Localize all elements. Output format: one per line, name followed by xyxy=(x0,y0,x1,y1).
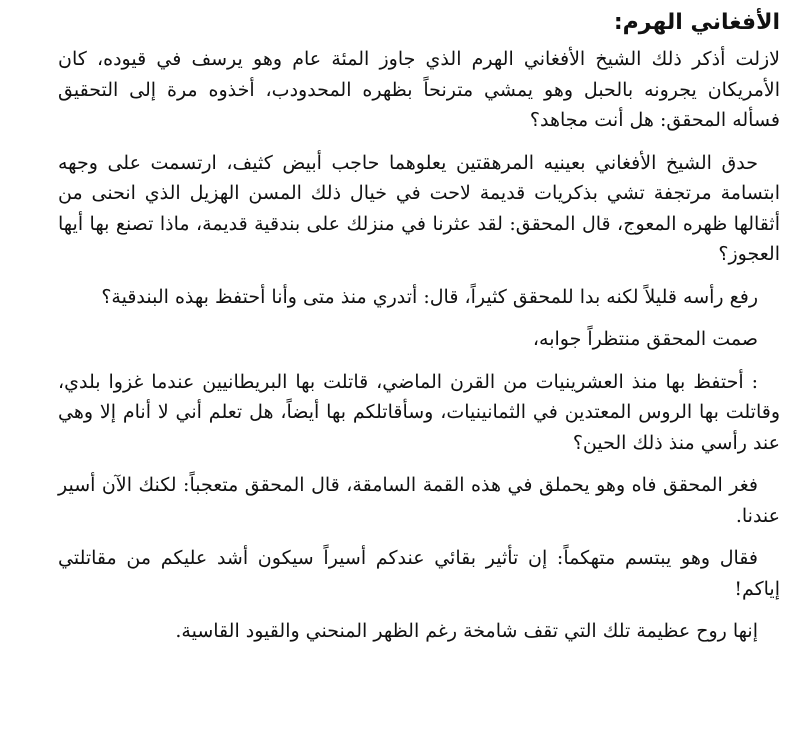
paragraph: فقال وهو يبتسم متهكماً: إن تأثير بقائي عندكم أسيراً سيكون أشد عليكم من مقاتلتي إياكم! xyxy=(58,547,780,600)
paragraph: صمت المحقق منتظراً جوابه، xyxy=(532,328,758,350)
paragraph: فغر المحقق فاه وهو يحملق في هذه القمة السامقة، قال المحقق متعجباً: لكنك الآن أسير عندنا. xyxy=(58,474,780,527)
paragraph: لازلت أذكر ذلك الشيخ الأفغاني الهرم الذي جاوز المئة عام وهو يرسف في قيوده، كان الأمريكان يجرونه بالحبل وهو يمشي مترنحاً بظهره المحدودب، أخذوه مرة إلى التحقيق فسأله المحقق: هل أنت مجاهد؟ xyxy=(58,48,780,131)
paragraph: : أحتفظ بها منذ العشرينيات من القرن الماضي، قاتلت بها البريطانيين عندما غزوا بلدي، وقاتلت بها الروس المعتدين في الثمانينيات، وسأقاتلكم بها أيضاً، هل تعلم أني لا أنام إلا وهي عند رأسي منذ ذلك الحين؟ xyxy=(58,370,780,454)
paragraph: رفع رأسه قليلاً لكنه بدا للمحقق كثيراً، قال: أتدري منذ متى وأنا أحتفظ بهذه البندقية؟ xyxy=(101,285,758,308)
paragraph: إنها روح عظيمة تلك التي تقف شامخة رغم الظهر المنحني والقيود القاسية. xyxy=(175,620,758,642)
section-title: الأفغاني الهرم: xyxy=(613,10,780,35)
paragraph: حدق الشيخ الأفغاني بعينيه المرهقتين يعلوهما حاجب أبيض كثيف، ارتسمت على وجهه ابتسامة مرتجفة تشي بذكريات قديمة لاحت في خيال ذلك المسن الهزيل الذي انحنى من أثقالها ظهره المعوج، قال المحقق: لقد عثرنا في منزلك على بندقية قديمة، ماذا تصنع بها أيها العجوز؟ xyxy=(58,151,780,265)
document-page xyxy=(58,8,780,659)
